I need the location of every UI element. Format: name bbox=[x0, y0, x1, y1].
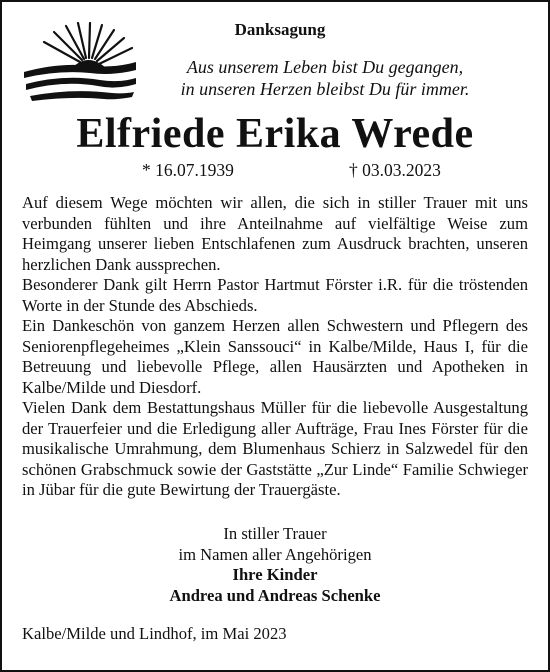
closing-line: In stiller Trauer bbox=[223, 524, 327, 543]
acknowledgement-text bbox=[22, 193, 528, 501]
signature-line: Ihre Kinder bbox=[232, 565, 318, 584]
memorial-verse bbox=[130, 56, 520, 100]
birth-date: * 16.07.1939 bbox=[142, 160, 234, 180]
paragraph: Ein Dankeschön von ganzem Herzen allen Schwestern und Pflegern des Seniorenpflegeheimes „Klein Sanssouci“ in Kalbe/Milde, Haus I, für die Betreuung und liebevolle Pflege, allen Hausärzten und Apotheken in Kalbe/Milde und Diesdorf. bbox=[22, 316, 528, 397]
signature-names: Andrea und Andreas Schenke bbox=[169, 585, 381, 605]
closing-line: im Namen aller Angehörigen bbox=[178, 544, 372, 564]
closing-block bbox=[0, 524, 550, 606]
verse-line: Aus unserem Leben bist Du gegangen, bbox=[186, 57, 464, 77]
verse-line: in unseren Herzen bleibst Du für immer. bbox=[180, 79, 470, 99]
paragraph: Auf diesem Wege möchten wir allen, die sich in stiller Trauer mit uns verbunden fühlten und ihre Anteilnahme auf vielfältige Weise zum Heimgang unserer lieben Entschlafenen zum Ausdruck brachten, unseren herzlichen Dank aussprechen. bbox=[22, 193, 528, 274]
death-date: † 03.03.2023 bbox=[349, 160, 441, 180]
notice-heading: Danksagung bbox=[234, 20, 326, 39]
paragraph: Besonderer Dank gilt Herrn Pastor Hartmut Förster i.R. für die tröstenden Worte in der Stunde des Abschieds. bbox=[22, 275, 528, 315]
deceased-name: Elfriede Erika Wrede bbox=[76, 111, 474, 157]
setting-sun-landscape-icon bbox=[20, 22, 138, 104]
paragraph: Vielen Dank dem Bestattungshaus Müller für die liebevolle Ausgestaltung der Trauerfeier und die Erledigung aller Aufträge, Frau Ines Förster für die musikalische Umrahmung, dem Blumenhaus Schierz in Salzwedel für den schönen Grabschmuck sowie der Gaststätte „Zur Linde“ Familie Schwieger in Jübar für die gute Bewirtung der Trauergäste. bbox=[22, 398, 528, 499]
place-and-date: Kalbe/Milde und Lindhof, im Mai 2023 bbox=[22, 624, 287, 643]
